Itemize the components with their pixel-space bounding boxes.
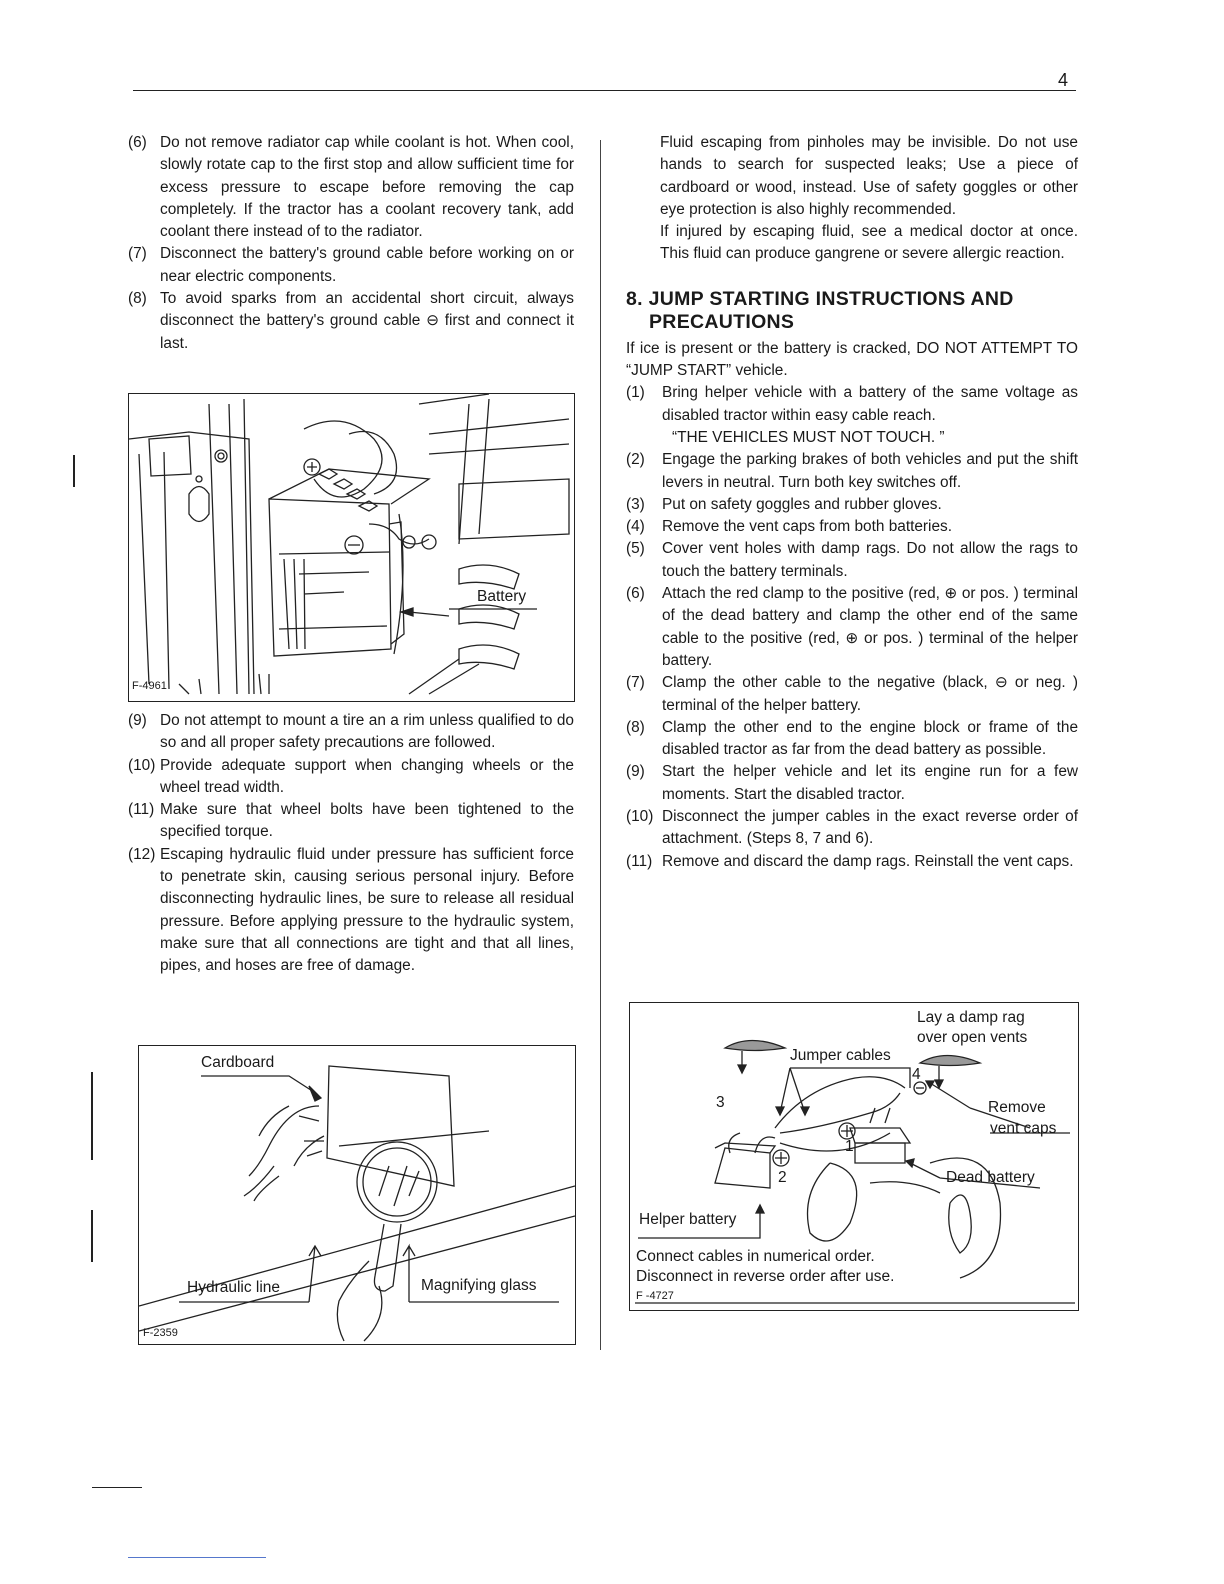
left-column-top — [128, 132, 574, 355]
margin-mark — [91, 1072, 93, 1160]
item-number: (6) — [128, 134, 147, 151]
intro-warning: If ice is present or the battery is cracked, DO NOT ATTEMPT TO “JUMP START” vehicle. — [626, 339, 1078, 380]
figure-code: F -4727 — [636, 1290, 674, 1302]
step-text: Clamp the other cable to the negative (black, ⊖ or neg. ) terminal of the helper battery. — [662, 674, 1078, 714]
item-text: Make sure that wheel bolts have been tightened to the specified torque. — [160, 801, 574, 841]
jump-step-9 — [626, 761, 1078, 806]
item-text: Escaping hydraulic fluid under pressure has sufficient force to penetrate skin, causing serious personal injury. Before disconnecting hydraulic lines, be sure to release all residual pressure. Before applying pressure to the hydraulic system, make sure that all connections are tight and that all lines, pipes, and hoses are free of damage. — [160, 845, 574, 975]
footer-rule — [128, 1557, 266, 1558]
item-text: To avoid sparks from an accidental short circuit, always disconnect the battery's ground cable ⊖ first and connect it last. — [160, 290, 574, 352]
continuation-paragraph: Fluid escaping from pinholes may be invisible. Do not use hands to search for suspected leaks; Use a piece of cardboard or wood, instead. Use of safety goggles or other eye protection is also highly recommended. — [660, 134, 1078, 218]
step-text: Clamp the other end to the engine block or frame of the disabled tractor as far from the dead battery as possible. — [662, 718, 1078, 759]
item-text: Disconnect the battery's ground cable before working on or near electric components. — [160, 245, 574, 285]
section-title-line: PRECAUTIONS — [649, 310, 795, 333]
battery-figure — [128, 393, 575, 702]
dead-battery-label: Dead battery — [946, 1169, 1035, 1186]
page-number: 4 — [1058, 70, 1069, 90]
step-text: Put on safety goggles and rubber gloves. — [662, 495, 942, 513]
step-number: (5) — [626, 540, 645, 558]
item-number: (12) — [128, 845, 156, 863]
jump-step-11 — [626, 851, 1078, 873]
step-number-4: 4 — [912, 1066, 921, 1083]
step-number: (2) — [626, 451, 645, 469]
disconnect-caption: Disconnect in reverse order after use. — [636, 1268, 895, 1285]
jump-step-8 — [626, 717, 1078, 762]
jump-step-2 — [626, 449, 1078, 494]
jump-step-3 — [626, 494, 1078, 516]
cardboard-illustration — [139, 1046, 575, 1344]
step-number: (9) — [626, 763, 645, 781]
step-number: (4) — [626, 518, 645, 536]
safety-item-10 — [128, 755, 574, 800]
jump-step-5 — [626, 538, 1078, 583]
column-divider — [600, 140, 601, 1350]
item-number: (9) — [128, 712, 147, 729]
cardboard-label: Cardboard — [201, 1054, 275, 1071]
section-title-line: 8. JUMP STARTING INSTRUCTIONS AND — [626, 287, 1014, 310]
step-text: Remove the vent caps from both batteries. — [662, 518, 953, 536]
cardboard-leak-check-figure — [138, 1045, 576, 1345]
step-warning: “THE VEHICLES MUST NOT TOUCH. ” — [672, 428, 945, 446]
damp-rag-label-1: Lay a damp rag — [917, 1009, 1025, 1026]
step-number-3: 3 — [716, 1094, 725, 1111]
bottom-mark — [92, 1487, 142, 1488]
step-text: Start the helper vehicle and let its engine run for a few moments. Start the disabled tractor. — [662, 763, 1078, 803]
item-number: (10) — [128, 756, 156, 774]
safety-item-9 — [128, 710, 574, 755]
figure-code: F-4961 — [132, 680, 167, 692]
item-text: Do not attempt to mount a tire an a rim unless qualified to do so and all proper safety precautions are followed. — [160, 712, 574, 752]
jump-step-10 — [626, 806, 1078, 851]
item-number: (8) — [128, 290, 147, 308]
step-text: Bring helper vehicle with a battery of the same voltage as disabled tractor within easy cable reach. — [662, 384, 1078, 424]
helper-battery-label: Helper battery — [639, 1211, 737, 1228]
jump-step-1 — [626, 382, 1078, 449]
jump-step-7 — [626, 672, 1078, 717]
jump-start-figure — [629, 1002, 1079, 1311]
battery-label: Battery — [477, 588, 527, 605]
item-text: Do not remove radiator cap while coolant is hot. When cool, slowly rotate cap to the first stop and allow sufficient time for excess pressure to escape before removing the cap completely. If the tractor has a coolant recovery tank, add coolant there instead of to the radiator. — [160, 134, 574, 241]
remove-vent-caps-label-2: vent caps — [990, 1120, 1057, 1137]
safety-item-12 — [128, 844, 574, 978]
step-number: (3) — [626, 495, 645, 513]
step-text: Remove and discard the damp rags. Reinstall the vent caps. — [662, 852, 1074, 870]
safety-item-11 — [128, 799, 574, 844]
step-number: (10) — [626, 808, 654, 826]
header-rule — [133, 90, 1076, 91]
safety-item-8 — [128, 288, 574, 355]
step-number: (1) — [626, 384, 645, 402]
remove-vent-caps-label-1: Remove — [988, 1099, 1046, 1116]
step-text: Engage the parking brakes of both vehicles and put the shift levers in neutral. Turn both key switches off. — [662, 451, 1078, 491]
jump-step-4 — [626, 516, 1078, 538]
item-number: (11) — [128, 801, 155, 819]
connect-caption: Connect cables in numerical order. — [636, 1248, 875, 1265]
step-number: (11) — [626, 852, 653, 870]
margin-mark — [73, 455, 75, 487]
step-text: Attach the red clamp to the positive (red, ⊕ or pos. ) terminal of the dead battery and clamp the other end of the same cable to the positive (red, ⊕ or pos. ) terminal of the helper battery. — [662, 585, 1078, 669]
figure-code: F-2359 — [143, 1327, 178, 1339]
hydraulic-line-label: Hydraulic line — [187, 1279, 281, 1296]
damp-rag-label-2: over open vents — [917, 1029, 1028, 1046]
margin-mark — [91, 1210, 93, 1262]
safety-item-6 — [128, 132, 574, 243]
step-number: (7) — [626, 674, 645, 692]
step-text: Disconnect the jumper cables in the exact reverse order of attachment. (Steps 8, 7 and 6). — [662, 808, 1078, 848]
step-text: Cover vent holes with damp rags. Do not allow the rags to touch the battery terminals. — [662, 540, 1078, 580]
jumper-cables-label: Jumper cables — [790, 1047, 891, 1064]
jump-step-6 — [626, 583, 1078, 672]
magnifying-glass-label: Magnifying glass — [421, 1277, 537, 1294]
step-number: (8) — [626, 718, 645, 736]
section-title — [626, 288, 1078, 334]
battery-illustration — [129, 394, 574, 701]
left-column-bottom — [128, 710, 574, 978]
right-column — [626, 132, 1078, 873]
item-text: Provide adequate support when changing wheels or the wheel tread width. — [160, 756, 574, 796]
continuation-paragraph: If injured by escaping fluid, see a medical doctor at once. This fluid can produce gangrene or severe allergic reaction. — [660, 223, 1078, 263]
step-number-2: 2 — [778, 1169, 787, 1186]
step-number-1: 1 — [845, 1138, 854, 1155]
item-number: (7) — [128, 245, 147, 263]
safety-item-7 — [128, 243, 574, 288]
step-number: (6) — [626, 585, 645, 603]
